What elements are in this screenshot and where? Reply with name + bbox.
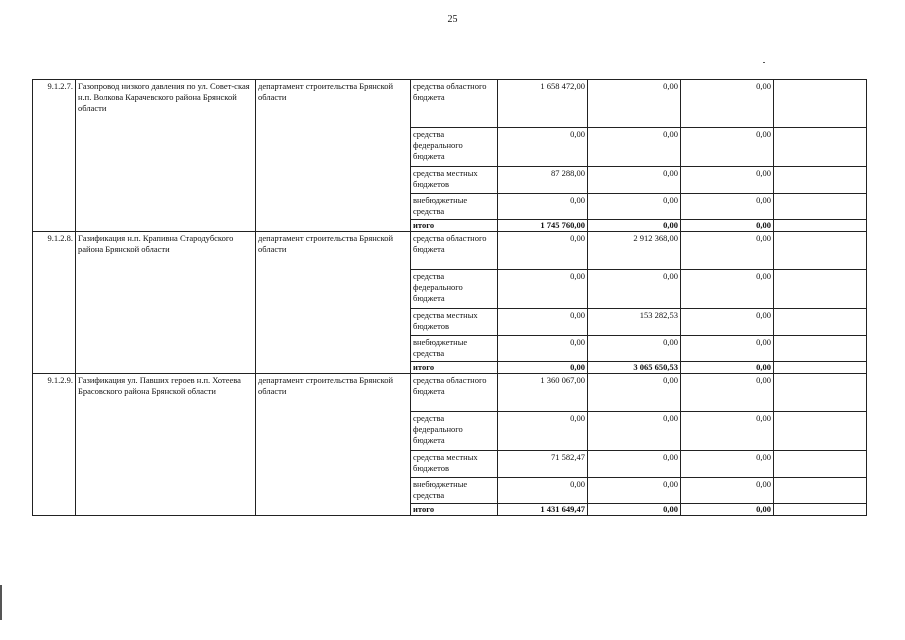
total-label: итого: [411, 504, 498, 516]
amount-cell: 0,00: [588, 412, 681, 451]
project-executor: департамент строительства Брянской области: [256, 374, 411, 516]
empty-cell: [774, 128, 867, 167]
source-label: средства областного бюджета: [411, 232, 498, 270]
amount-cell: 0,00: [588, 478, 681, 504]
amount-cell: 0,00: [681, 128, 774, 167]
total-amount: 1 745 760,00: [498, 220, 588, 232]
total-amount: 3 065 650,53: [588, 362, 681, 374]
scan-edge-mark: [0, 585, 2, 620]
scan-speck: [763, 62, 765, 63]
amount-cell: 0,00: [498, 309, 588, 336]
amount-cell: 0,00: [588, 80, 681, 128]
empty-cell: [774, 270, 867, 309]
amount-cell: 0,00: [588, 128, 681, 167]
amount-cell: 0,00: [681, 309, 774, 336]
project-row: [33, 80, 867, 128]
amount-cell: 1 360 067,00: [498, 374, 588, 412]
empty-cell: [774, 478, 867, 504]
empty-cell: [774, 220, 867, 232]
amount-cell: 0,00: [588, 270, 681, 309]
page-number: 25: [447, 14, 458, 25]
amount-cell: 87 288,00: [498, 167, 588, 194]
amount-cell: 2 912 368,00: [588, 232, 681, 270]
project-name: Газификация н.п. Крапивна Стародубского района Брянской области: [76, 232, 256, 374]
project-code: 9.1.2.9.: [33, 374, 76, 516]
amount-cell: 0,00: [498, 336, 588, 362]
project-code: 9.1.2.8.: [33, 232, 76, 374]
amount-cell: 0,00: [498, 194, 588, 220]
amount-cell: 0,00: [681, 374, 774, 412]
amount-cell: 0,00: [498, 270, 588, 309]
empty-cell: [774, 362, 867, 374]
empty-cell: [774, 232, 867, 270]
source-label: внебюджетные средства: [411, 336, 498, 362]
source-label: средства федерального бюджета: [411, 270, 498, 309]
source-label: средства федерального бюджета: [411, 128, 498, 167]
source-label: средства местных бюджетов: [411, 451, 498, 478]
source-label: внебюджетные средства: [411, 194, 498, 220]
source-label: средства местных бюджетов: [411, 167, 498, 194]
amount-cell: 0,00: [681, 270, 774, 309]
amount-cell: 0,00: [588, 336, 681, 362]
project-name: Газификация ул. Павших героев н.п. Хотеева Брасовского района Брянской области: [76, 374, 256, 516]
total-amount: 0,00: [681, 362, 774, 374]
budget-table: [32, 79, 867, 516]
project-executor: департамент строительства Брянской области: [256, 232, 411, 374]
project-executor: департамент строительства Брянской области: [256, 80, 411, 232]
amount-cell: 1 658 472,00: [498, 80, 588, 128]
empty-cell: [774, 374, 867, 412]
amount-cell: 0,00: [498, 478, 588, 504]
source-label: средства областного бюджета: [411, 374, 498, 412]
empty-cell: [774, 336, 867, 362]
total-amount: 0,00: [498, 362, 588, 374]
total-amount: 0,00: [681, 220, 774, 232]
empty-cell: [774, 451, 867, 478]
total-label: итого: [411, 220, 498, 232]
empty-cell: [774, 504, 867, 516]
total-amount: 1 431 649,47: [498, 504, 588, 516]
amount-cell: 0,00: [681, 167, 774, 194]
empty-cell: [774, 167, 867, 194]
amount-cell: 0,00: [681, 232, 774, 270]
amount-cell: 0,00: [681, 451, 774, 478]
amount-cell: 0,00: [588, 167, 681, 194]
project-row: [33, 374, 867, 412]
project-code: 9.1.2.7.: [33, 80, 76, 232]
amount-cell: 0,00: [681, 336, 774, 362]
amount-cell: 0,00: [588, 374, 681, 412]
amount-cell: 0,00: [681, 478, 774, 504]
empty-cell: [774, 194, 867, 220]
total-label: итого: [411, 362, 498, 374]
project-row: [33, 232, 867, 270]
amount-cell: 0,00: [498, 232, 588, 270]
amount-cell: 0,00: [681, 412, 774, 451]
amount-cell: 0,00: [498, 128, 588, 167]
total-amount: 0,00: [681, 504, 774, 516]
amount-cell: 0,00: [681, 194, 774, 220]
source-label: средства областного бюджета: [411, 80, 498, 128]
source-label: средства федерального бюджета: [411, 412, 498, 451]
empty-cell: [774, 80, 867, 128]
amount-cell: 0,00: [588, 194, 681, 220]
amount-cell: 0,00: [588, 451, 681, 478]
empty-cell: [774, 309, 867, 336]
empty-cell: [774, 412, 867, 451]
total-amount: 0,00: [588, 220, 681, 232]
total-amount: 0,00: [588, 504, 681, 516]
source-label: внебюджетные средства: [411, 478, 498, 504]
amount-cell: 153 282,53: [588, 309, 681, 336]
project-name: Газопровод низкого давления по ул. Совет-ская н.п. Волкова Карачевского района Брянской области: [76, 80, 256, 232]
source-label: средства местных бюджетов: [411, 309, 498, 336]
amount-cell: 0,00: [681, 80, 774, 128]
amount-cell: 71 582,47: [498, 451, 588, 478]
amount-cell: 0,00: [498, 412, 588, 451]
